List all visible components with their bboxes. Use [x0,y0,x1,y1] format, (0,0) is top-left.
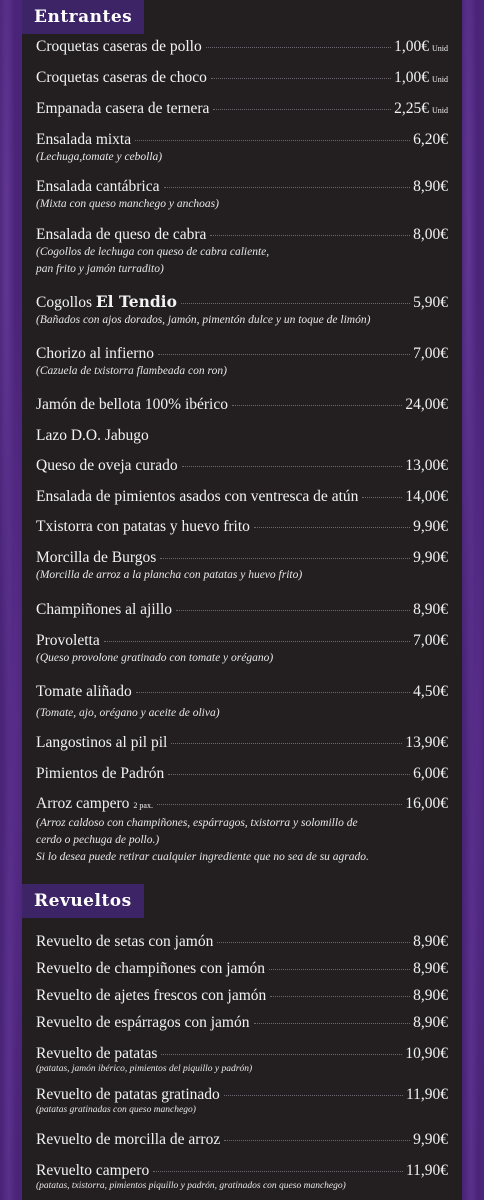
item-description: (Tomate, ajo, orégano y aceite de oliva) [36,707,220,719]
leader-dots [135,139,410,141]
leader-dots [269,968,410,970]
item-price: 6,20€ [413,131,448,148]
leader-dots [171,742,402,744]
item-description: (Cogollos de lechuga con queso de cabra caliente, [36,246,270,258]
leader-dots [217,941,410,943]
item-name: Revuelto de ajetes frescos con jamón [36,987,267,1004]
menu-item [36,795,448,866]
menu-item [36,601,448,619]
item-price: 1,00€ [394,38,429,55]
item-price: 8,00€ [413,226,448,243]
item-price: 9,90€ [413,549,448,566]
leader-dots [232,404,402,406]
menu-item [36,1045,448,1076]
leader-dots [136,691,410,693]
menu-item [36,69,448,89]
menu-item [36,293,448,329]
item-description: (Queso provolone gratinado con tomate y orégano) [36,652,274,664]
leader-dots [157,803,402,805]
item-description: pan frito y jamón turradito) [36,263,164,275]
item-name: Arroz campero [36,795,130,812]
menu-item [36,734,448,752]
leader-dots [210,234,410,236]
item-name: Champiñones al ajillo [36,601,173,618]
item-name: Revuelto de espárragos con jamón [36,1014,250,1031]
menu-item [36,457,448,475]
unit-label: Unid [432,106,448,115]
item-name: Empanada casera de ternera [36,100,210,117]
leader-dots [362,496,402,498]
item-price: 7,00€ [413,345,448,362]
menu-item [36,987,448,1005]
item-description: (Lechuga,tomate y cebolla) [36,151,163,163]
item-description: (Mixta con queso manchego y anchoas) [36,198,219,210]
item-name: Croquetas caseras de pollo [36,38,202,55]
leader-dots [104,640,410,642]
item-name: Ensalada de pimientos asados con ventresca de atún [36,488,359,505]
decorative-border-right [462,0,484,1200]
item-name: Morcilla de Burgos [36,549,157,566]
item-price: 16,00€ [405,795,448,812]
item-name: Croquetas caseras de choco [36,69,207,86]
item-price: 8,90€ [413,933,448,950]
leader-dots [211,77,391,79]
item-name: Revuelto de patatas gratinado [36,1086,220,1103]
item-price: 8,90€ [413,987,448,1004]
leader-dots [206,46,391,48]
item-name: Lazo D.O. Jabugo [36,427,149,444]
item-name: Provoletta [36,632,100,649]
item-price: 9,90€ [413,518,448,535]
item-description: (Morcilla de arroz a la plancha con patatas y huevo frito) [36,569,303,581]
item-price: 7,00€ [413,632,448,649]
menu-item [36,427,448,445]
decorative-border-left [0,0,22,1200]
menu-item [36,178,448,213]
menu-item [36,632,448,667]
leader-dots [160,557,410,559]
leader-dots [164,186,411,188]
unit-label: Unid [432,75,448,84]
item-price: 4,50€ [413,683,448,700]
menu-item [36,488,448,506]
item-description: cerdo o pechuga de pollo.) [36,834,160,846]
menu-item [36,1086,448,1117]
item-name: Revuelto de morcilla de arroz [36,1131,221,1148]
item-name: Queso de oveja curado [36,457,178,474]
menu-item [36,1162,448,1193]
leader-dots [168,773,410,775]
item-name: Tomate aliñado [36,683,132,700]
menu-item [36,518,448,536]
item-name: Ensalada de queso de cabra [36,226,207,243]
item-description: (Arroz caldoso con champiñones, espárragos, txistorra y solomillo de [36,817,358,829]
item-description: Si lo desea puede retirar cualquier ingrediente que no sea de su agrado. [36,851,369,863]
item-name: Cogollos [36,294,92,311]
menu-item [36,100,448,120]
leader-dots [161,1053,402,1055]
menu-item [36,226,448,278]
item-name: Txistorra con patatas y huevo frito [36,518,250,535]
menu-item [36,345,448,380]
item-description: (Bañados con ajos dorados, jamón, pimentón dulce y un toque de limón) [36,314,371,326]
item-price: 11,90€ [405,1086,448,1103]
item-price: 8,90€ [413,960,448,977]
menu-item [36,960,448,978]
unit-label: Unid [432,44,448,53]
pax-label: 2 pax. [133,801,153,810]
section-title-revueltos: Revueltos [22,884,144,918]
item-price: 8,90€ [413,601,448,618]
item-price: 14,00€ [405,488,448,505]
leader-dots [213,108,391,110]
leader-dots [181,302,410,304]
item-price: 10,90€ [405,1045,448,1062]
item-price: 8,90€ [413,178,448,195]
item-price: 13,00€ [405,457,448,474]
item-price: 8,90€ [413,1014,448,1031]
item-description: (patatas, jamón ibérico, pimientos del piquillo y padrón) [36,1064,253,1074]
leader-dots [153,1170,403,1172]
item-name: Jamón de bellota 100% ibérico [36,396,228,413]
leader-dots [270,995,410,997]
menu-item [36,683,448,722]
item-name: Revuelto campero [36,1162,150,1179]
item-price: 2,25€ [394,100,429,117]
item-price: 11,90€ [405,1162,448,1179]
item-name: Revuelto de patatas [36,1045,158,1062]
menu-item [36,1014,448,1032]
menu-item [36,131,448,166]
leader-dots [224,1094,403,1096]
item-description: (patatas gratinadas con queso manchego) [36,1105,196,1115]
leader-dots [254,1022,411,1024]
menu-item [36,1131,448,1149]
leader-dots [254,526,410,528]
menu-item [36,396,448,414]
item-price: 1,00€ [394,69,429,86]
brand-logo-text: El Tendio [95,292,177,311]
item-price: 6,00€ [413,765,448,782]
section-title-entrantes: Entrantes [22,0,144,34]
item-price: 9,90€ [413,1131,448,1148]
leader-dots [176,609,410,611]
item-name: Revuelto de setas con jamón [36,933,214,950]
item-description: (Cazuela de txistorra flambeada con ron) [36,365,227,377]
leader-dots [158,353,410,355]
item-price: 24,00€ [405,396,448,413]
menu-item [36,765,448,783]
item-name: Langostinos al pil pil [36,734,168,751]
item-price: 5,90€ [413,294,448,311]
item-name: Chorizo al infierno [36,345,154,362]
menu-item [36,38,448,58]
item-price: 13,90€ [405,734,448,751]
leader-dots [182,465,403,467]
item-name: Pimientos de Padrón [36,765,165,782]
item-description: (patatas, txistorra, pimientos piquillo y padrón, gratinados con queso manchego) [36,1181,346,1191]
menu-item [36,549,448,584]
item-name: Ensalada mixta [36,131,132,148]
item-name: Ensalada cantábrica [36,178,160,195]
menu-item [36,933,448,951]
item-name: Revuelto de champiñones con jamón [36,960,265,977]
leader-dots [224,1139,410,1141]
